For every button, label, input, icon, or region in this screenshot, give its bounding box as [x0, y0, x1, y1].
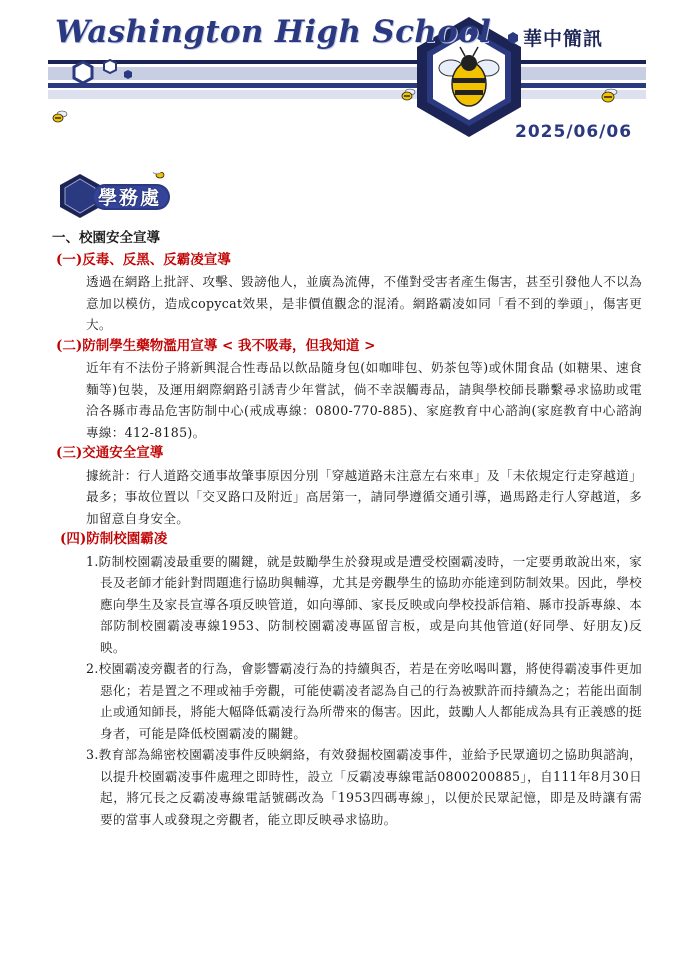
paragraph: 近年有不法份子將新興混合性毒品以飲品隨身包(如咖啡包、奶茶包等)或休閒食品 (如糖果、速食麵等)包裝，及運用網際網路引誘青少年嘗試，倘不幸誤觸毒品，請與學校師長聯繫尋求協助或電洽各縣市毒品危害防制中心(戒成專線：0800-770-885)、家庭教育中心諮詢(家庭教育中心諮詢專線：412-8185)。: [86, 360, 642, 440]
subsection-title: (二)防制學生藥物濫用宣導 < 我不吸毒，但我知道 >: [56, 337, 376, 354]
newsletter-name: 華中簡訊: [523, 28, 604, 50]
paragraph: 據統計：行人道路交通事故肇事原因分別「穿越道路未注意左右來車」及「未依規定行走穿越道」最多；事故位置以「交叉路口及附近」高居第一，請同學遵循交通引導，過馬路走行人穿越道，多加留意自身安全。: [86, 467, 642, 526]
subsection-title: (三)交通安全宣導: [56, 445, 164, 461]
subsection-title: (一)反毒、反黑、反霸凌宣導: [56, 251, 231, 268]
newsletter-header: [0, 0, 681, 150]
list-item: 1.防制校園霸凌最重要的關鍵，就是鼓勵學生於發現或是遭受校園霸凌時，一定要勇敢說出來，家長及老師才能針對問題進行協助與輔導，尤其是旁觀學生的協助亦能達到防制效果。因此，學校應向學生及家長宣導各項反映管道，如向導師、家長反映或向學校投訴信箱、縣市投訴專線、本部防制校園霸凌專線1953、防制校園霸凌專區留言板，或是向其他管道(好同學、好朋友)反映。: [86, 553, 642, 655]
paragraph: 透過在網路上批評、攻擊、毀謗他人，並廣為流傳，不僅對受害者產生傷害，甚至引發他人不以為意加以模仿，造成copycat效果，是非價值觀念的混淆。網路霸凌如同「看不到的拳頭」，傷害更大。: [86, 274, 642, 332]
department-label: 學務處: [98, 187, 162, 209]
section-title: 一、校園安全宣導: [52, 230, 160, 246]
subsection-title: (四)防制校園霸凌: [60, 531, 168, 547]
list-item: 3.教育部為綿密校園霸凌事件反映網絡，有效發掘校園霸凌事件，並給予民眾適切之協助與諮詢，以提升校園霸凌事件處理之即時性，設立「反霸凌專線電話0800200885」，自111年8月30日起，將冗長之反霸凌專線電話號碼改為「1953四碼專線」，以便於民眾記憶，即是及時讓有需要的當事人或發現之旁觀者，能立即反映尋求協助。: [86, 747, 642, 827]
article-body: [52, 228, 642, 830]
issue-date: 2025/06/06: [515, 122, 633, 142]
school-name: Washington High School: [55, 14, 492, 50]
bee-icon: [53, 111, 67, 122]
list-item: 2.校園霸凌旁觀者的行為，會影響霸凌行為的持續與否，若是在旁吆喝叫囂，將使得霸凌事件更加惡化；若是置之不理或袖手旁觀，可能使霸凌者認為自己的行為被默許而持續為之；若能出面制止或通知師長，將能大幅降低霸凌行為所帶來的傷害。因此，鼓勵人人都能成為具有正義感的挺身者，可能是降低校園霸凌的關鍵。: [86, 661, 642, 741]
